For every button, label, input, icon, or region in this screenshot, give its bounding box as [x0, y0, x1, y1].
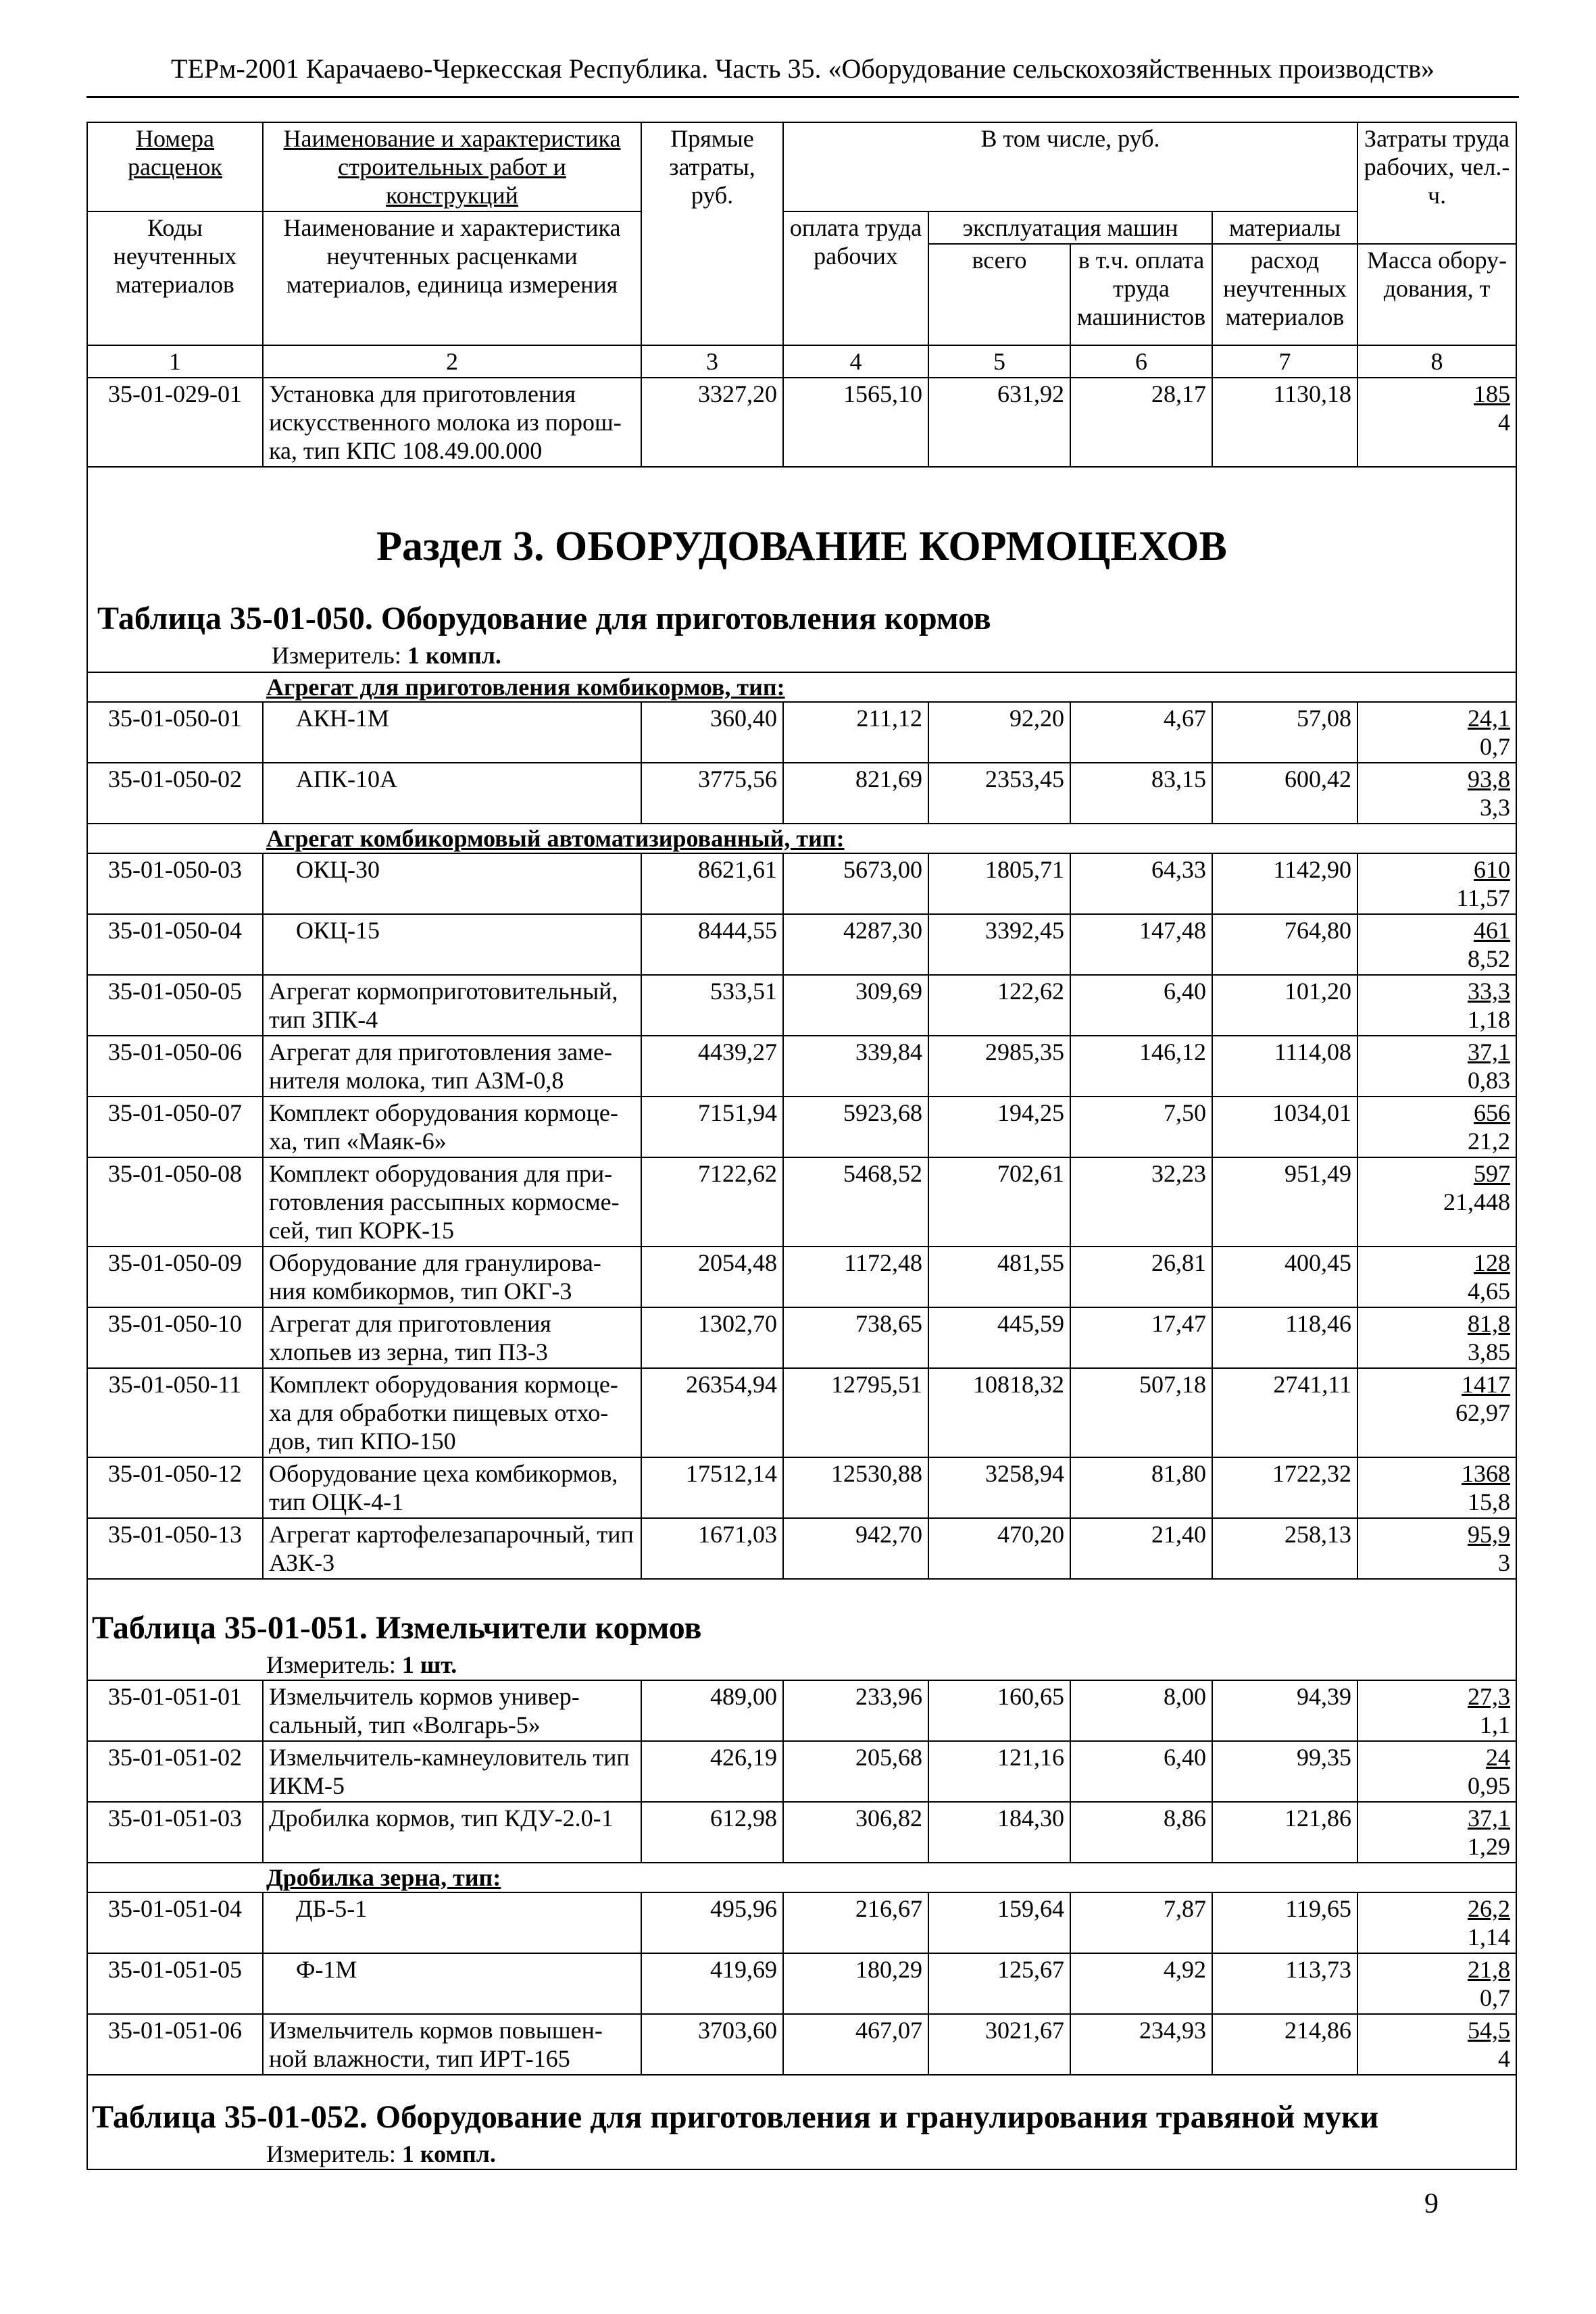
table-row [87, 1157, 1516, 1247]
rate-name: Агрегат картофелезапарочный, тип АЗК-3 [263, 1518, 641, 1579]
rate-code: 35-01-050-08 [87, 1157, 263, 1247]
machinist-pay: 146,12 [1070, 1036, 1212, 1097]
labor-mass: 1417 62,97 [1357, 1368, 1516, 1457]
machinist-pay: 4,92 [1070, 1953, 1212, 2014]
direct-costs: 426,19 [641, 1741, 783, 1802]
rate-name: ОКЦ-15 [263, 914, 641, 975]
materials: 951,49 [1212, 1157, 1357, 1247]
table-row [87, 1307, 1516, 1368]
worker-pay: 306,82 [783, 1802, 928, 1863]
materials: 1722,32 [1212, 1457, 1357, 1518]
worker-pay: 216,67 [783, 1892, 928, 1953]
hdr-machines: эксплуатация машин [928, 211, 1212, 244]
direct-costs: 26354,94 [641, 1368, 783, 1457]
machinist-pay: 8,86 [1070, 1802, 1212, 1863]
direct-costs: 1302,70 [641, 1307, 783, 1368]
labor-mass: 185 4 [1357, 378, 1516, 467]
rate-code: 35-01-050-09 [87, 1247, 263, 1307]
worker-pay: 5673,00 [783, 853, 928, 914]
machines-total: 631,92 [928, 378, 1070, 467]
rate-name: Комплект оборудования кормоце- ха для обработки пищевых отхо- дов, тип КПО-150 [263, 1368, 641, 1457]
materials: 113,73 [1212, 1953, 1357, 2014]
labor-mass: 33,3 1,18 [1357, 975, 1516, 1036]
col-number: 5 [928, 345, 1070, 378]
rate-code: 35-01-051-03 [87, 1802, 263, 1863]
worker-pay: 1172,48 [783, 1247, 928, 1307]
hdr-machines-total: всего [928, 244, 1070, 345]
hdr-work-name: Наименование и характеристика строительных работ и конструкций [263, 122, 641, 211]
machinist-pay: 21,40 [1070, 1518, 1212, 1579]
labor-mass: 81,8 3,85 [1357, 1307, 1516, 1368]
machinist-pay: 507,18 [1070, 1368, 1212, 1457]
hdr-materials-expense: расход неучтенных материалов [1212, 244, 1357, 345]
rate-name: Ф-1М [263, 1953, 641, 2014]
machines-total: 481,55 [928, 1247, 1070, 1307]
col-number: 1 [87, 345, 263, 378]
direct-costs: 7122,62 [641, 1157, 783, 1247]
materials: 101,20 [1212, 975, 1357, 1036]
direct-costs: 1671,03 [641, 1518, 783, 1579]
hdr-mass: Масса обору- дования, т [1357, 244, 1516, 345]
machines-total: 184,30 [928, 1802, 1070, 1863]
rate-name: Установка для приготовления искусственного молока из порош- ка, тип КПС 108.49.00.000 [263, 378, 641, 467]
table-row [87, 763, 1516, 824]
page-number: 9 [1424, 2188, 1439, 2219]
rate-name: ОКЦ-30 [263, 853, 641, 914]
materials: 1130,18 [1212, 378, 1357, 467]
rate-code: 35-01-050-07 [87, 1097, 263, 1157]
materials: 121,86 [1212, 1802, 1357, 1863]
table-row [87, 1457, 1516, 1518]
materials: 400,45 [1212, 1247, 1357, 1307]
table-row [87, 1802, 1516, 1863]
hdr-worker-pay: оплата труда рабочих [783, 211, 928, 345]
machines-total: 10818,32 [928, 1368, 1070, 1457]
table-row [87, 1892, 1516, 1953]
table-052-title: Таблица 35-01-052. Оборудование для приготовления и гранулирования травяной муки [92, 2099, 1379, 2135]
direct-costs: 8621,61 [641, 853, 783, 914]
materials: 1034,01 [1212, 1097, 1357, 1157]
group-title: Агрегат комбикормовый автоматизированный, тип: [266, 825, 845, 852]
page-header: ТЕРм-2001 Карачаево-Черкесская Республика. Часть 35. «Оборудование сельскохозяйственных производств» [171, 53, 1435, 84]
section-heading [87, 467, 1516, 672]
machines-total: 2985,35 [928, 1036, 1070, 1097]
labor-mass: 93,8 3,3 [1357, 763, 1516, 824]
worker-pay: 4287,30 [783, 914, 928, 975]
machinist-pay: 17,47 [1070, 1307, 1212, 1368]
table-row [87, 853, 1516, 914]
table-051-heading [87, 1579, 1516, 1680]
hdr-material-names: Наименование и характеристика неучтенных расценками материалов, единица измерения [263, 211, 641, 345]
hdr-machinist-pay: в т.ч. оплата труда машинистов [1070, 244, 1212, 345]
worker-pay: 467,07 [783, 2014, 928, 2075]
labor-mass: 461 8,52 [1357, 914, 1516, 975]
materials: 1142,90 [1212, 853, 1357, 914]
labor-mass: 54,5 4 [1357, 2014, 1516, 2075]
machines-total: 122,62 [928, 975, 1070, 1036]
worker-pay: 339,84 [783, 1036, 928, 1097]
hdr-direct-costs: Прямые затраты, руб. [641, 122, 783, 345]
section-title: Раздел 3. ОБОРУДОВАНИЕ КОРМОЦЕХОВ [376, 524, 1227, 570]
rates-table [86, 122, 1517, 2170]
rate-name: Измельчитель кормов повышен- ной влажности, тип ИРТ-165 [263, 2014, 641, 2075]
rate-code: 35-01-050-10 [87, 1307, 263, 1368]
table-row [87, 702, 1516, 763]
materials: 99,35 [1212, 1741, 1357, 1802]
table-051-title: Таблица 35-01-051. Измельчители кормов [92, 1610, 702, 1646]
materials: 214,86 [1212, 2014, 1357, 2075]
table-050-title: Таблица 35-01-050. Оборудование для приготовления кормов [97, 601, 991, 636]
rate-code: 35-01-050-11 [87, 1368, 263, 1457]
worker-pay: 233,96 [783, 1680, 928, 1741]
labor-mass: 37,1 1,29 [1357, 1802, 1516, 1863]
direct-costs: 17512,14 [641, 1457, 783, 1518]
rate-code: 35-01-051-01 [87, 1680, 263, 1741]
table-row [87, 1368, 1516, 1457]
materials: 94,39 [1212, 1680, 1357, 1741]
table-row [87, 914, 1516, 975]
rate-name: Измельчитель-камнеуловитель тип ИКМ-5 [263, 1741, 641, 1802]
direct-costs: 3327,20 [641, 378, 783, 467]
direct-costs: 495,96 [641, 1892, 783, 1953]
worker-pay: 1565,10 [783, 378, 928, 467]
hdr-including: В том числе, руб. [783, 122, 1357, 211]
direct-costs: 2054,48 [641, 1247, 783, 1307]
col-number: 8 [1357, 345, 1516, 378]
rate-code: 35-01-050-01 [87, 702, 263, 763]
group-title: Агрегат для приготовления комбикормов, тип: [266, 674, 785, 701]
machinist-pay: 6,40 [1070, 1741, 1212, 1802]
direct-costs: 360,40 [641, 702, 783, 763]
labor-mass: 24 0,95 [1357, 1741, 1516, 1802]
col-number: 3 [641, 345, 783, 378]
worker-pay: 205,68 [783, 1741, 928, 1802]
worker-pay: 211,12 [783, 702, 928, 763]
machinist-pay: 64,33 [1070, 853, 1212, 914]
direct-costs: 3775,56 [641, 763, 783, 824]
machines-total: 702,61 [928, 1157, 1070, 1247]
table-051-meter: Измеритель: 1 шт. [266, 1651, 457, 1678]
materials: 258,13 [1212, 1518, 1357, 1579]
machinist-pay: 32,23 [1070, 1157, 1212, 1247]
worker-pay: 5468,52 [783, 1157, 928, 1247]
worker-pay: 12530,88 [783, 1457, 928, 1518]
rate-name: ДБ-5-1 [263, 1892, 641, 1953]
machinist-pay: 83,15 [1070, 763, 1212, 824]
materials: 118,46 [1212, 1307, 1357, 1368]
table-row [87, 1518, 1516, 1579]
labor-mass: 656 21,2 [1357, 1097, 1516, 1157]
table-050-meter: Измеритель: 1 компл. [272, 642, 501, 669]
materials: 600,42 [1212, 763, 1357, 824]
machines-total: 470,20 [928, 1518, 1070, 1579]
rate-code: 35-01-050-05 [87, 975, 263, 1036]
direct-costs: 489,00 [641, 1680, 783, 1741]
rate-name: Оборудование для гранулирова- ния комбикормов, тип ОКГ-3 [263, 1247, 641, 1307]
table-row [87, 975, 1516, 1036]
machines-total: 445,59 [928, 1307, 1070, 1368]
machines-total: 125,67 [928, 1953, 1070, 2014]
machinist-pay: 6,40 [1070, 975, 1212, 1036]
machines-total: 121,16 [928, 1741, 1070, 1802]
rate-code: 35-01-050-03 [87, 853, 263, 914]
col-number: 7 [1212, 345, 1357, 378]
labor-mass: 1368 15,8 [1357, 1457, 1516, 1518]
table-row [87, 1247, 1516, 1307]
machines-total: 3258,94 [928, 1457, 1070, 1518]
rate-name: Измельчитель кормов универ- сальный, тип «Волгарь-5» [263, 1680, 641, 1741]
machinist-pay: 4,67 [1070, 702, 1212, 763]
materials: 57,08 [1212, 702, 1357, 763]
machines-total: 194,25 [928, 1097, 1070, 1157]
machinist-pay: 26,81 [1070, 1247, 1212, 1307]
rate-code: 35-01-029-01 [87, 378, 263, 467]
labor-mass: 597 21,448 [1357, 1157, 1516, 1247]
rate-code: 35-01-051-06 [87, 2014, 263, 2075]
table-row [87, 1680, 1516, 1741]
table-row [87, 2014, 1516, 2075]
machinist-pay: 28,17 [1070, 378, 1212, 467]
materials: 764,80 [1212, 914, 1357, 975]
direct-costs: 612,98 [641, 1802, 783, 1863]
labor-mass: 24,1 0,7 [1357, 702, 1516, 763]
worker-pay: 942,70 [783, 1518, 928, 1579]
hdr-material-codes: Коды неучтенных материалов [87, 211, 263, 345]
labor-mass: 128 4,65 [1357, 1247, 1516, 1307]
worker-pay: 5923,68 [783, 1097, 928, 1157]
hdr-materials: материалы [1212, 211, 1357, 244]
materials: 119,65 [1212, 1892, 1357, 1953]
hdr-rate-numbers: Номера расценок [87, 122, 263, 211]
rate-name: Дробилка кормов, тип КДУ-2.0-1 [263, 1802, 641, 1863]
machinist-pay: 8,00 [1070, 1680, 1212, 1741]
table-row [87, 1741, 1516, 1802]
table-row [87, 1036, 1516, 1097]
machines-total: 1805,71 [928, 853, 1070, 914]
labor-mass: 37,1 0,83 [1357, 1036, 1516, 1097]
rate-name: Оборудование цеха комбикормов, тип ОЦК-4-1 [263, 1457, 641, 1518]
rate-code: 35-01-051-05 [87, 1953, 263, 2014]
rate-name: Комплект оборудования кормоце- ха, тип «Маяк-6» [263, 1097, 641, 1157]
rate-name: Агрегат для приготовления хлопьев из зерна, тип ПЗ-3 [263, 1307, 641, 1368]
group-heading [87, 1863, 1516, 1892]
labor-mass: 26,2 1,14 [1357, 1892, 1516, 1953]
labor-mass: 610 11,57 [1357, 853, 1516, 914]
rate-code: 35-01-050-13 [87, 1518, 263, 1579]
rate-name: АПК-10А [263, 763, 641, 824]
labor-mass: 27,3 1,1 [1357, 1680, 1516, 1741]
table-row [87, 378, 1516, 467]
machines-total: 2353,45 [928, 763, 1070, 824]
table-052-heading [87, 2075, 1516, 2169]
worker-pay: 821,69 [783, 763, 928, 824]
direct-costs: 8444,55 [641, 914, 783, 975]
worker-pay: 309,69 [783, 975, 928, 1036]
machines-total: 3021,67 [928, 2014, 1070, 2075]
header-rule [86, 96, 1519, 98]
group-heading [87, 672, 1516, 702]
rate-name: Комплект оборудования для при- готовления рассыпных кормосме- сей, тип КОРК-15 [263, 1157, 641, 1247]
group-title: Дробилка зерна, тип: [266, 1864, 501, 1891]
rate-code: 35-01-050-06 [87, 1036, 263, 1097]
direct-costs: 3703,60 [641, 2014, 783, 2075]
materials: 2741,11 [1212, 1368, 1357, 1457]
table-052-meter: Измеритель: 1 компл. [266, 2140, 496, 2167]
rate-code: 35-01-050-12 [87, 1457, 263, 1518]
machines-total: 160,65 [928, 1680, 1070, 1741]
labor-mass: 95,9 3 [1357, 1518, 1516, 1579]
worker-pay: 180,29 [783, 1953, 928, 2014]
machinist-pay: 81,80 [1070, 1457, 1212, 1518]
rate-name: Агрегат кормоприготовительный, тип ЗПК-4 [263, 975, 641, 1036]
direct-costs: 533,51 [641, 975, 783, 1036]
machinist-pay: 7,50 [1070, 1097, 1212, 1157]
rate-name: АКН-1М [263, 702, 641, 763]
labor-mass: 21,8 0,7 [1357, 1953, 1516, 2014]
hdr-labor: Затраты труда рабочих, чел.-ч. [1357, 122, 1516, 244]
direct-costs: 7151,94 [641, 1097, 783, 1157]
table-row [87, 1953, 1516, 2014]
machinist-pay: 147,48 [1070, 914, 1212, 975]
direct-costs: 419,69 [641, 1953, 783, 2014]
table-row [87, 1097, 1516, 1157]
rate-name: Агрегат для приготовления заме- нителя молока, тип АЗМ-0,8 [263, 1036, 641, 1097]
machines-total: 92,20 [928, 702, 1070, 763]
machinist-pay: 7,87 [1070, 1892, 1212, 1953]
worker-pay: 12795,51 [783, 1368, 928, 1457]
rate-code: 35-01-050-02 [87, 763, 263, 824]
rate-code: 35-01-051-04 [87, 1892, 263, 1953]
col-number: 4 [783, 345, 928, 378]
direct-costs: 4439,27 [641, 1036, 783, 1097]
group-heading [87, 824, 1516, 853]
rate-code: 35-01-051-02 [87, 1741, 263, 1802]
machines-total: 159,64 [928, 1892, 1070, 1953]
machines-total: 3392,45 [928, 914, 1070, 975]
rate-code: 35-01-050-04 [87, 914, 263, 975]
col-number: 2 [263, 345, 641, 378]
col-number: 6 [1070, 345, 1212, 378]
machinist-pay: 234,93 [1070, 2014, 1212, 2075]
worker-pay: 738,65 [783, 1307, 928, 1368]
materials: 1114,08 [1212, 1036, 1357, 1097]
